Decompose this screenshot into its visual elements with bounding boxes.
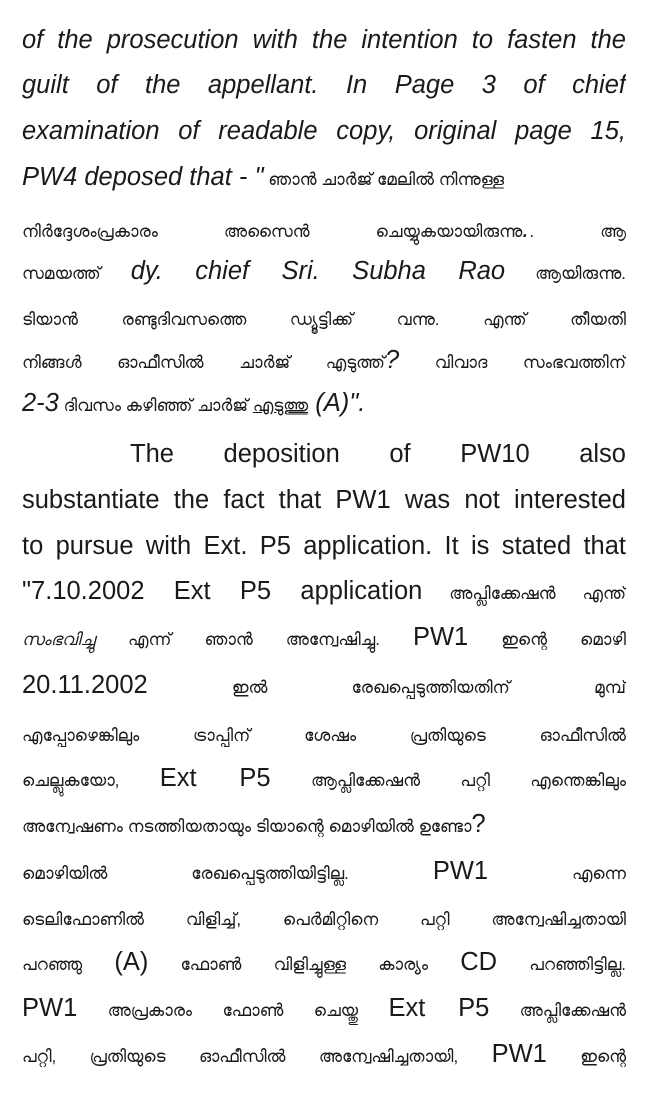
text-line-14: സംഭവിച്ചു എന്ന് ഞാൻ അന്വേഷിച്ചു. PW1 ഇന്റെ മൊഴി [22,623,626,651]
text-line-3: examination of readable copy, original page 15, [22,117,626,145]
text-line-7: ടിയാൻ രണ്ടുദിവസത്തെ ഡ്യൂട്ടിക്ക് വന്നു. എന്ത് തീയതി [22,310,626,329]
text-line-12: to pursue with Ext. P5 application. It is stated that [22,532,626,560]
text-line-20: ടെലിഫോണിൽ വിളിച്ച്, പെർമിറ്റിനെ പറ്റി അന്വേഷിച്ചതായി [22,910,626,929]
text-line-16: എപ്പോഴെങ്കിലും ട്രാപ്പിന് ശേഷം പ്രതിയുടെ ഓഫീസിൽ [22,726,626,745]
text-line-10: The deposition of PW10 also [130,440,626,468]
text-line-8: നിങ്ങൾ ഓഫീസിൽ ചാർജ് എടുത്ത്? വിവാദ സംഭവത്തിന് [22,346,626,374]
text-line-1: of the prosecution with the intention to fasten the [22,26,626,54]
text-line-17: ചെല്ലുകയോ, Ext P5 ആപ്ലിക്കേഷൻ പറ്റി എന്തെങ്കിലും [22,764,626,792]
text-line-22: PW1 അപ്രകാരം ഫോൺ ചെയ്തു Ext P5 അപ്ലിക്കേഷൻ [22,994,626,1022]
text-line-6: സമയത്ത് dy. chief Sri. Subha Rao ആയിരുന്നു. [22,257,626,285]
text-line-4: PW4 deposed that - " ഞാൻ ചാർജ് മേലിൽ നിന്നുള്ള [22,163,505,191]
text-line-21: പറഞ്ഞു (A) ഫോൺ വിളിച്ചുള്ള കാര്യം CD പറഞ്ഞിട്ടില്ല. [22,948,626,976]
text-line-2: guilt of the appellant. In Page 3 of chief [22,71,626,99]
text-line-5: നിർദ്ദേശംപ്രകാരം അസൈൻ ചെയ്യുകയായിരുന്നു.. ആ [22,215,626,243]
text-line-18: അന്വേഷണം നടത്തിയതായും ടിയാന്റെ മൊഴിയിൽ ഉണ്ടോ? [22,810,486,838]
text-line-19: മൊഴിയിൽ രേഖപ്പെടുത്തിയിട്ടില്ല. PW1 എന്നെ [22,857,626,885]
text-line-23: പറ്റി, പ്രതിയുടെ ഓഫീസിൽ അന്വേഷിച്ചതായി, PW1 ഇന്റെ [22,1040,626,1068]
text-line-11: substantiate the fact that PW1 was not interested [22,486,626,514]
text-line-9: 2-3 ദിവസം കഴിഞ്ഞ് ചാർജ് എടുത്തു (A)". [22,389,366,417]
text-line-13: "7.10.2002 Ext P5 application അപ്ലിക്കേഷൻ എന്ത് [22,577,626,605]
text-line-15: 20.11.2002 ഇൽ രേഖപ്പെടുത്തിയതിന് മുമ്പ് [22,671,626,699]
